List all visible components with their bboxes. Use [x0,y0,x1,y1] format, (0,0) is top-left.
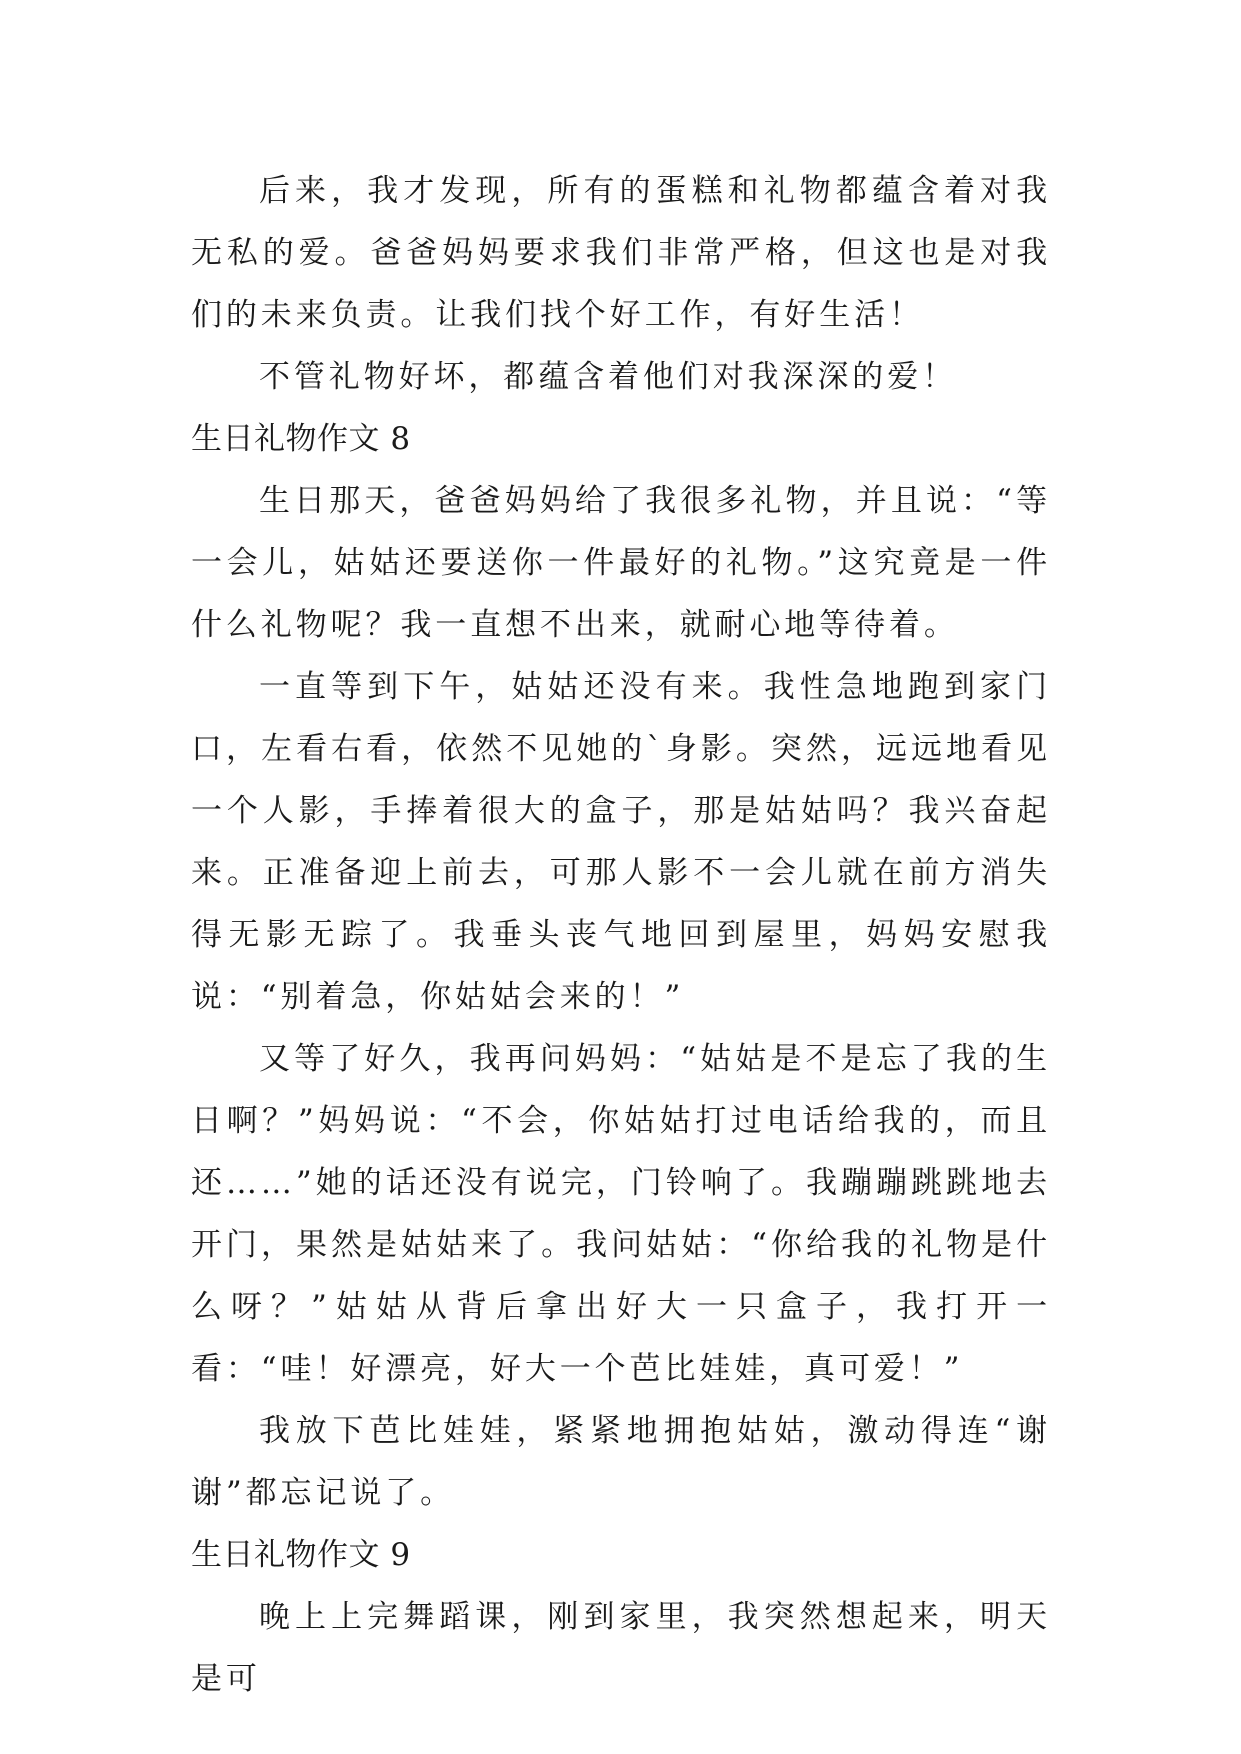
paragraph: 生日那天，爸爸妈妈给了我很多礼物，并且说：“等一会儿，姑姑还要送你一件最好的礼物。”这究竟是一件什么礼物呢？我一直想不出来，就耐心地等待着。 [191,483,1051,643]
paragraph: 不管礼物好坏，都蕴含着他们对我深深的爱！ [259,359,957,395]
section-heading: 生日礼物作文 8 [191,421,411,457]
document-body [191,160,1051,1710]
paragraph: 我放下芭比娃娃，紧紧地拥抱姑姑，激动得连“谢谢”都忘记说了。 [191,1413,1051,1511]
paragraph: 又等了好久，我再问妈妈：“姑姑是不是忘了我的生日啊？”妈妈说：“不会，你姑姑打过电话给我的，而且还……”她的话还没有说完，门铃响了。我蹦蹦跳跳地去开门，果然是姑姑来了。我问姑姑：“你给我的礼物是什么呀？”姑姑从背后拿出好大一只盒子，我打开一看：“哇！好漂亮，好大一个芭比娃娃，真可爱！” [191,1041,1051,1387]
section-heading: 生日礼物作文 9 [191,1537,411,1573]
paragraph: 一直等到下午，姑姑还没有来。我性急地跑到家门口，左看右看，依然不见她的`身影。突然，远远地看见一个人影，手捧着很大的盒子，那是姑姑吗？我兴奋起来。正准备迎上前去，可那人影不一会儿就在前方消失得无影无踪了。我垂头丧气地回到屋里，妈妈安慰我说：“别着急，你姑姑会来的！” [191,669,1051,1015]
paragraph: 后来，我才发现，所有的蛋糕和礼物都蕴含着对我无私的爱。爸爸妈妈要求我们非常严格，但这也是对我们的未来负责。让我们找个好工作，有好生活！ [191,173,1051,333]
paragraph: 晚上上完舞蹈课，刚到家里，我突然想起来，明天是可 [191,1599,1051,1697]
